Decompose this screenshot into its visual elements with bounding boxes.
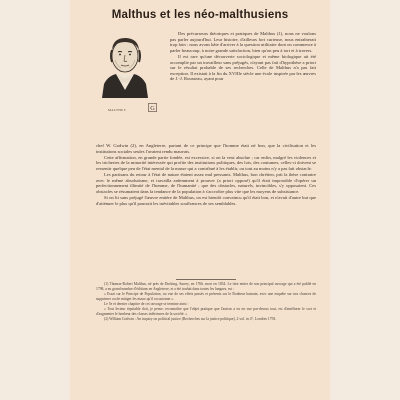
body-text [96, 143, 316, 207]
paragraph: Si on lit sans préjugé l'œuvre entière de Malthus, on est bientôt convaincu qu'il était bon, et n'avait d'autre but que d'atténuer le plus qu'il pourrait les inévitables souffrances de ses semblables. [96, 195, 316, 206]
malthus-portrait-illustration [94, 30, 156, 98]
footnote: Le 5e et dernier chapitre de cet ouvrage se termine ainsi : [104, 301, 189, 306]
intro-column [170, 31, 316, 83]
footnote: (2) William Godwin : An inquiry on political justice (Recherches sur la justice politique), 2 vol. in 4°, Londres 1793. [104, 317, 277, 322]
footnote: « Tout lecteur équitable doit, je pense, reconnaître que l'objet pratique que l'auteur a eu en vue par-dessus tout, est d'améliorer le sort et d'augmenter le bonheur des classes inférieures de la société. » [96, 307, 316, 316]
page-sheet [70, 0, 330, 400]
page-title: Malthus et les néo-malthusiens [111, 9, 289, 21]
footnote: « Essai sur le Principe de Population, ou vue de ses effets passés et présents sur le Bonheur humain, avec une enquête sur nos chances de supprimer ou de mitiger les maux qu'il occasionne ». [96, 291, 316, 301]
footnotes [96, 282, 316, 323]
monogram-icon [148, 103, 157, 112]
paragraph: Des précurseurs théoriques et pratiques de Malthus (1), nous ne voulons pas parler aujourd'hui. Leur histoire, d'ailleurs fort curieuse, nous entraînerait trop loin : nous avons hâte d'arriver à la question utilitaire dont on commence à parler beaucoup, à notre grande satisfaction, bien qu'on peu à tort et à travers. [170, 31, 316, 53]
svg-text:G: G [150, 104, 155, 112]
paragraph: Cette affirmation, en grande partie fondée, est excessive, si on la veut absolue ; car enfin, malgré les violences et les tricheries de la minorité intéressée qui profite des institutions politiques, des lois, des coutumes, celles-ci doivent se ressentir quelque peu de l'état mental de la masse qui a contribué à les établir, ou tout au moins n'y a pas fait obstacle. [96, 154, 316, 171]
footnote-divider [176, 279, 236, 280]
footnote: (1) Thomas-Robert Malthus, né près de Dorking, Surrey, en 1766, mort en 1834. Le titre entier de son principal ouvrage qui a été publié en 1798, a eu grand nombre d'éditions en Angleterre, et a été traduit dans toutes les langues, est : [96, 282, 316, 291]
paragraph: Les partisans du retour à l'état de nature étaient assez mal pressants. Malthus, bon chrétien, prit la thèse contraire avec le même absolutisme, et travailla ardemment à prouver (a priori opposé) qu'il était impossible d'opérer un perfectionnement illimité de l'homme, de l'humanité ; que des obstacles, naturels, invincibles, s'y opposaient. Ces obstacles se résumaient dans la tendance de la population à s'accroître plus vite que les moyens de subsistance. [96, 172, 316, 194]
paragraph: chef W. Godwin (2), en Angleterre, partant de ce principe que l'homme était né bon, que la civilisation et les institutions sociales seules l'avaient rendu mauvais. [96, 143, 316, 154]
paragraph: Il est rare qu'une découverte sociologique et même biologique ait été accomplie par un travailleur sans préjugés, n'ayant pas fait d'hypothèse a priori sur le résultat probable de ses recherches. Celle de Malthus n'a pas fait exception. Il existait à la fin du XVIIIe siècle une école inspirée par les œuvres de J.-J. Rousseau, ayant pour [170, 53, 316, 82]
portrait-caption: MALTHUS [108, 108, 126, 112]
